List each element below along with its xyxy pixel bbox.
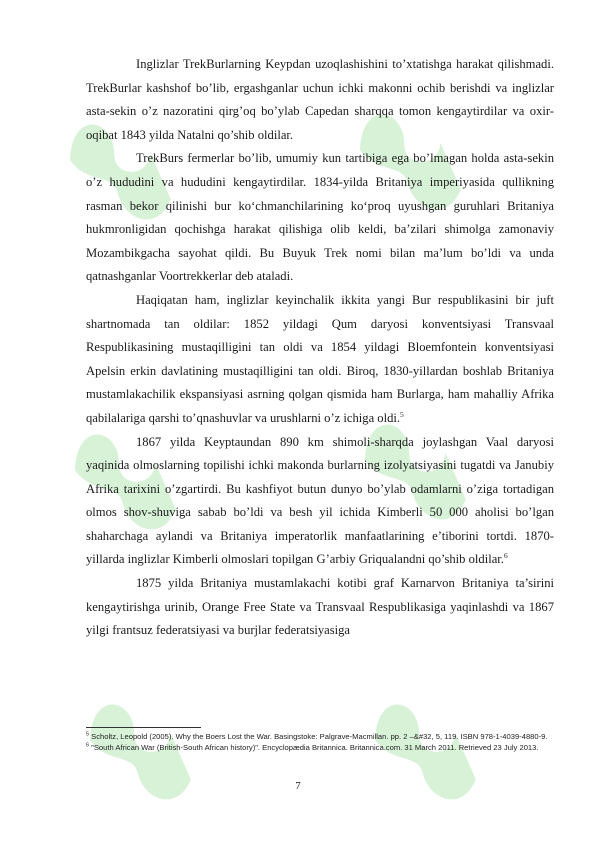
footnote [86,731,554,742]
paragraph-text: TrekBurs fermerlar bo’lib, umumiy kun tartibiga ega bo’lmagan holda asta-sekin o’z hududini va hududini kengaytirdilar. 1834-yilda Britaniya imperiyasida qullikning rasman bekor qilinishi bur ko‘chmanchilarining ko‘proq uyushgan guruhlari Britaniya hukmronligidan qochishga harakat qilishiga olib keldi, ba’zilari shimolga zamonaviy Mozambikgacha sayohat qildi. Bu Buyuk Trek nomi bilan ma’lum bo’ldi va unda qatnashganlar Voortrekkerlar deb ataladi. [86,151,554,284]
footnote [86,742,554,753]
footnotes [86,731,554,754]
paragraph [86,53,554,147]
footnote-number: 6 [86,742,90,749]
footnote-reference[interactable]: 6 [503,551,508,561]
footnote-divider [86,727,201,728]
paragraph [86,431,554,573]
paragraph-text: 1875 yilda Britaniya mustamlakachi kotibi graf Karnarvon Britaniya ta’sirini kengaytirishga urinib, Orange Free State va Transvaal Respublikasiga yaqinlashdi va 1867 yilgi frantsuz federatsiyasi va burjlar federatsiyasiga [86,576,554,638]
paragraph-text: Inglizlar TrekBurlarning Keypdan uzoqlashishini to’xtatishga harakat qilishmadi. TrekBurlar kashshof bo’lib, ergashganlar uchun ichki makonni ochib berishdi va inglizlar asta-sekin o’z nazoratini qirg’oq bo’ylab Capedan sharqqa tomon kengaytirdilar va oxir-oqibat 1843 yilda Natalni qo’shib oldilar. [86,57,554,142]
page-number: 7 [295,780,301,792]
paragraph [86,572,554,643]
footnote-text: "South African War (British-South African history)". Encyclopædia Britannica. Britannica.com. 31 March 2011. Retrieved 23 July 2013. [89,743,539,753]
footnote-reference[interactable]: 5 [400,409,404,419]
body-text [86,53,554,643]
paragraph [86,147,554,289]
footnote-number: 5 [86,731,90,738]
paragraph [86,289,554,431]
paragraph-text: Haqiqatan ham, inglizlar keyinchalik ikkita yangi Bur respublikasini bir juft shartnomada tan oldilar: 1852 yildagi Qum daryosi konventsiyasi Transvaal Respublikasining mustaqilligini tan oldi va 1854 yildagi Bloemfontein konventsiyasi Apelsin erkin davlatining mustaqilligini tan oldi. Biroq, 1830-yillardan boshlab Britaniya mustamlakachilik ekspansiyasi asrning qolgan qismida ham Burlarga, ham mahalliy Afrika qabilalariga qarshi to’qnashuvlar va urushlarni o’z ichiga oldi. [86,292,554,425]
footnote-text: Scholtz, Leopold (2005). Why the Boers Lost the War. Basingstoke: Palgrave-Macmillan. pp. 2 –&#32, 5, 119. ISBN 978-1-4039-4880-9. [89,732,548,741]
paragraph-text: 1867 yilda Keyptaundan 890 km shimoli-sharqda joylashgan Vaal daryosi yaqinida olmoslarning topilishi ichki makonda burlarning izolyatsiyasini tugatdi va Janubiy Afrika tarixini o’zgartirdi. Bu kashfiyot butun dunyo bo’ylab odamlarni o’ziga tortadigan olmos shov-shuviga sabab bo’ldi va besh yil ichida Kimberli 50 000 aholisi bo’lgan shaharchaga aylandi va Britaniya imperatorlik manfaatlarining e’tiborini tortdi. 1870-yillarda inglizlar Kimberli olmoslari topilgan G’arbiy Griqualandni qo’shib oldilar. [86,434,554,567]
